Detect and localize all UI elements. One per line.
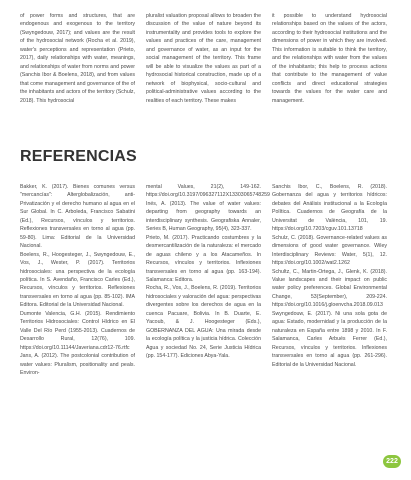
intro-text-1: of power forms and structures, that are endogenous and exogenous to the territory (Swyngedouw, 2017); and values are the result of the hydrosocial network (Rocha et al. 2019), water's perceptions and representation (Prieto, 2017), daily relationships with water, meanings, and relationships of water from norms and power (Sanchis Ibor & Boelens, 2018), and from values that come management and governance of the of the inhabitants and actors of the territory (Schulz, 2018). This hydrosocial: [20, 13, 135, 104]
page-number-badge: 222: [383, 455, 401, 468]
reference-entry: Rocha, R., Vos, J., Boelens, R. (2019). Territorios hidrosociales y valoración del agua: perspectivas divergentes sobre los derechos de agua en la cuenca Pacuare, Bolivia. In B. Duarte, E. Yacoub, & J. Hoogesteger (Eds.), GOBERNANZA DEL AGUA: Una mirada desde la ecología política y la justicia hídrica. Colección Agua y sociedad No. 24, Serie Justicia Hídrica (pp. 154-177). Ediciones Abya-Yala.: [146, 285, 261, 360]
intro-text-3: it possible to understand hydrosocial relationships based on the values of the actors, according to their hydrosocial institutions and the dimensions of power in which they are involved. This information is suitable to think the territory, and the relationships with water from the values of the inhabitants; this help to process actions that contribute to the management of value conflicts and direct educational strategies towards the values for the water care and management.: [272, 13, 387, 104]
reference-entry: mental Values, 21(2), 149-162. https://doi.org/10.3197/096327112X13303065748259: [146, 184, 270, 199]
reference-entry: Boelens, R., Hoogesteger, J., Swyngedouw, E., Vos, J., Wester, P. (2017). Territorios hidrosociales: una perspectiva de la ecología política. In S. Avendaño, Francisco Carles (Ed.), Recursos, vínculos y territorios. Reflexiones transversales en torno al agua (pp. 85-102). IMA Editora. Editorial de la Universidad Nacional.: [20, 251, 135, 309]
intro-column-1: [20, 12, 135, 105]
intro-text-2: pluralist valuation proposal allows to broaden the discussion of the value of nature beyond its instrumentality and provides tools to explore the values and practices of the care, management and governance of water, as an input for the social management of the territory. This frame will be able to visualize the values as part of a hydrosocial historical construction, made up of a network of biophysical, socio-cultural and political-administrative values according to the realities of each territory. These makes: [146, 13, 261, 104]
intro-column-3: [272, 12, 387, 105]
reference-entry: Inés, A. (2013). The value of water values: departing from geography towards an interdisciplinary synthesis. Geografiska Annaler, Series B, Human Geography, 95(4), 323-337.: [146, 200, 261, 233]
reference-entry: Schultz, C., Martin-Ortega, J., Glenk, K. (2018). Value landscapes and their impact on public water policy preferences. Global Environmental Change, 53(September), 209-224. https://doi.org/10.1016/j.gloenvcha.2018.09.013: [272, 268, 387, 309]
reference-entry: Bakker, K. (2017). Bienes comunes versus "mercancías": Alterglobalización, anti-Privatización y el derecho humano al agua en el Sur Global. In C. Arboleda, Francisco Sabatini (Ed.), Recursos, vínculos y territorios. Reflexiones transversales en torno al agua (pp. 59-80). Lima: Editorial de la Universidad Nacional.: [20, 184, 135, 250]
references-heading: REFERENCIAS: [20, 148, 137, 165]
reference-entry: Dumonte Valencia, G.H. (2015). Rendimiento Territorios Hidrosociales: Control Hídrico en El Valle Del Río Perd (1955-2013). Cuadernos de Desarrollo Rural, 12(76), 109. https://doi.org/10.11144/Javeriana.cdr12-76.rtfc: [20, 310, 135, 351]
reference-entry: Swyngedouw, E. (2017). Ni una sola gota de agua: Estado, modernidad y la producción de la naturaleza en España entre 1898 y 2010. In F. Salamanca, Carles Arbués Ferrer (Ed.), Recursos, vínculos y territorios. Inflexiones transversales en torno al agua (pp. 261-296). Editorial de la Universidad Nacional.: [272, 310, 387, 368]
references-column-3: [272, 183, 387, 369]
reference-entry: Prieto, M. (2017). Practicando costumbres y la desmercantilización de la naturaleza: el mercado de aguas chileno y a los Atacameños. In Recursos, vínculos y territorios. Inflexiones transversales en torno al agua (pp. 163-194). Salamanca: Editora.: [146, 234, 261, 283]
reference-entry: Sanchis Ibor, C., Boelens, R. (2018). Gobernanza del agua y territorios hídricos: debates del Análisis institucional a la Ecología Política. Cuadernos de Geografía de la Universitat de València, 101, 19. https://doi.org/10.7203/cguv.101.13718: [272, 184, 387, 233]
reference-entry: Schulz, C. (2018). Governance-related values as dimensions of good water governance. Wiley Interdisciplinary Reviews: Water, 5(1), 12. https://doi.org/10.1002/wat2.1262: [272, 234, 387, 267]
intro-column-2: [146, 12, 261, 105]
reference-entry: Jans, A. (2012). The postcolonial contribution of water values: Pluralism, positionality and peals. Environ-: [20, 353, 135, 376]
references-column-2: [146, 183, 270, 361]
references-column-1: [20, 183, 135, 377]
